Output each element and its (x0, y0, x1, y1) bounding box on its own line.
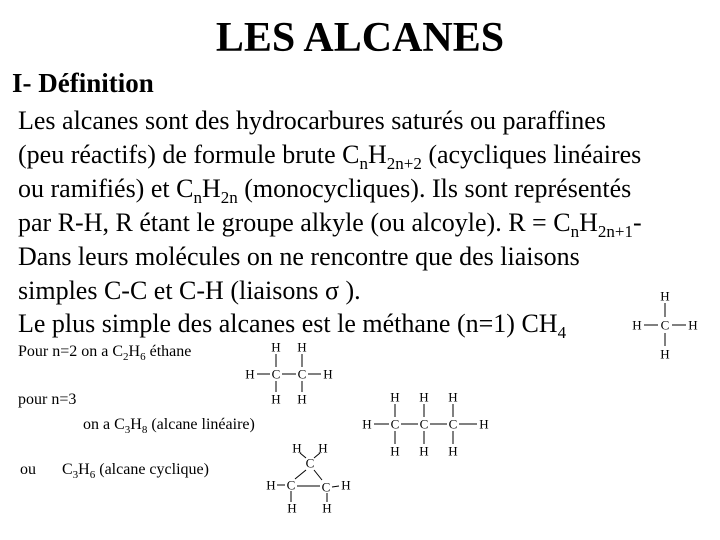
hydrogen-atom-label: H (271, 339, 281, 355)
n3-label: pour n=3 (18, 391, 77, 408)
hydrogen-atom-label: H (322, 500, 332, 516)
hydrogen-atom-label: H (688, 317, 698, 333)
text-segment: Pour n=2 on a C (18, 343, 124, 360)
text-segment: 2n (220, 188, 238, 207)
hydrogen-atom-label: H (245, 366, 255, 382)
para-line-5: Dans leurs molécules on ne rencontre que des liaisons (18, 242, 580, 271)
propane-structure (362, 390, 488, 459)
text-segment: (alcane cyclique) (95, 461, 209, 478)
text-segment: ). (338, 276, 361, 305)
carbon-atom-label: C (390, 416, 400, 432)
cyclopropane-structure (266, 441, 350, 516)
text-segment: n (359, 154, 368, 173)
hydrogen-atom-label: H (448, 389, 458, 405)
hydrogen-atom-label: H (390, 443, 400, 459)
text-segment: 2 (123, 351, 129, 363)
text-segment: (acycliques linéaires (421, 140, 642, 169)
hydrogen-atom-label: H (297, 391, 307, 407)
text-segment: on a C (83, 416, 125, 433)
text-segment: H (78, 461, 90, 478)
text-segment: LES ALCANES (215, 15, 505, 61)
text-segment: éthane (145, 343, 192, 360)
bond-line (295, 470, 306, 479)
carbon-atom-label: C (305, 455, 315, 471)
text-segment: 2n+2 (386, 154, 422, 173)
methane-structure (632, 289, 697, 362)
text-segment: par R-H, R étant le groupe alkyle (ou alcoyle). R = C (18, 208, 571, 237)
ou-label: ou (20, 461, 36, 478)
hydrogen-atom-label: H (448, 443, 458, 459)
hydrogen-atom-label: H (390, 389, 400, 405)
text-segment: 3 (72, 469, 79, 481)
carbon-atom-label: C (448, 416, 458, 432)
text-segment: 6 (140, 351, 146, 363)
text-segment: Le plus simple des alcanes est le méthane (n=1) CH (18, 309, 558, 338)
carbon-atom-label: C (271, 366, 281, 382)
hydrogen-atom-label: H (297, 339, 307, 355)
carbon-atom-label: C (419, 416, 429, 432)
ethane-structure (245, 340, 332, 407)
hydrogen-atom-label: H (660, 346, 670, 362)
text-segment: simples C-C et C-H (liaisons (18, 276, 325, 305)
section-heading: I- Définition (12, 68, 154, 98)
carbon-atom-label: C (660, 317, 670, 333)
text-segment: 4 (557, 323, 567, 342)
text-segment: 8 (141, 424, 148, 436)
hydrogen-atom-label: H (479, 416, 489, 432)
hydrogen-atom-label: H (341, 477, 351, 493)
text-segment: C (62, 461, 73, 478)
bond-line (314, 470, 322, 480)
text-segment: H (579, 208, 598, 237)
hydrogen-atom-label: H (660, 288, 670, 304)
text-segment: - (632, 208, 642, 237)
hydrogen-atom-label: H (271, 391, 281, 407)
para-line-1: Les alcanes sont des hydrocarbures saturés ou paraffines (18, 106, 606, 135)
hydrogen-atom-label: H (419, 443, 429, 459)
text-segment: n (193, 188, 202, 207)
text-segment: σ (324, 276, 339, 305)
hydrogen-atom-label: H (632, 317, 642, 333)
carbon-atom-label: C (321, 479, 331, 495)
hydrogen-atom-label: H (362, 416, 372, 432)
text-segment: 3 (124, 424, 131, 436)
text-segment: (monocycliques). Ils sont représentés (237, 174, 632, 203)
text-segment: 2n+1 (597, 222, 633, 241)
text-segment: H (130, 416, 142, 433)
text-segment: ou ramifiés) et C (18, 174, 194, 203)
text-segment: 6 (89, 469, 96, 481)
hydrogen-atom-label: H (323, 366, 333, 382)
text-segment: (alcane linéaire) (147, 416, 255, 433)
text-segment: H (367, 140, 387, 169)
text-segment: H (201, 174, 221, 203)
hydrogen-atom-label: H (292, 440, 302, 456)
hydrogen-atom-label: H (318, 440, 328, 456)
bond-line (332, 486, 339, 487)
text-segment: H (128, 343, 141, 360)
carbon-atom-label: C (286, 477, 296, 493)
text-segment: (peu réactifs) de formule brute C (18, 140, 360, 169)
hydrogen-atom-label: H (266, 477, 276, 493)
carbon-atom-label: C (297, 366, 307, 382)
hydrogen-atom-label: H (419, 389, 429, 405)
text-segment: n (570, 222, 580, 241)
hydrogen-atom-label: H (287, 500, 297, 516)
